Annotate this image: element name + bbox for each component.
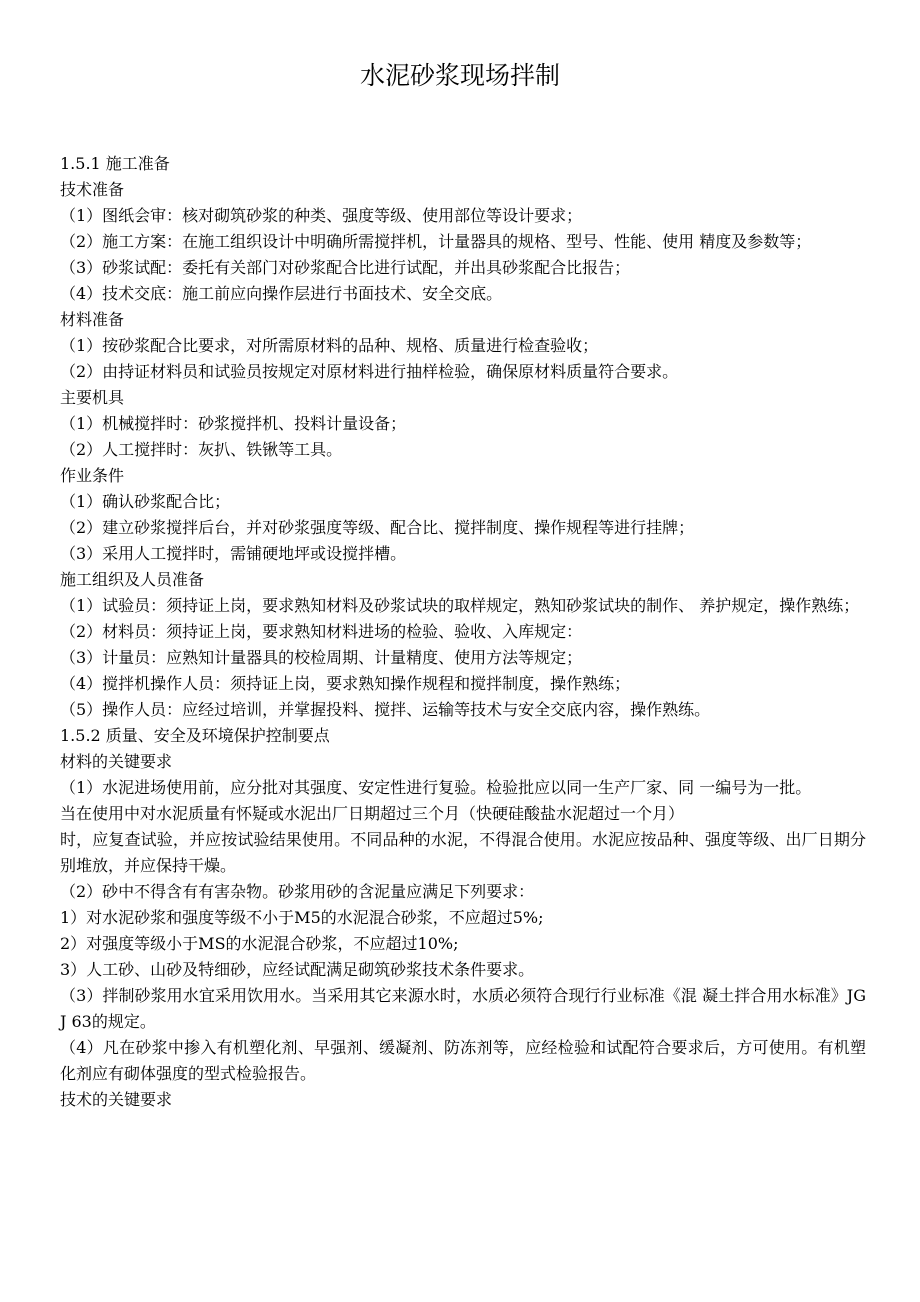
paragraph-line: （5）操作人员：应经过培训，并掌握投料、搅拌、运输等技术与安全交底内容，操作熟练。: [60, 700, 711, 719]
paragraph-line: （1）水泥进场使用前，应分批对其强度、安定性进行复验。检验批应以同一生产厂家、同 一编号为一批。: [60, 778, 812, 797]
subheading-material-key-requirements: 材料的关键要求: [60, 752, 173, 771]
subheading-technical-preparation: 技术准备: [60, 180, 125, 199]
subheading-technical-key-requirements: 技术的关键要求: [60, 1090, 173, 1109]
paragraph-line: （1）试验员：须持证上岗，要求熟知材料及砂浆试块的取样规定，熟知砂浆试块的制作、 养护规定，操作熟练；: [60, 596, 860, 615]
subheading-material-preparation: 材料准备: [60, 310, 125, 329]
paragraph-line: （2）建立砂浆搅拌后台，并对砂浆强度等级、配合比、搅拌制度、操作规程等进行挂牌；: [60, 518, 695, 537]
document-body: [60, 151, 866, 1113]
paragraph-line: （4）凡在砂浆中掺入有机塑化剂、早强剂、缓凝剂、防冻剂等，应经检验和试配符合要求后，方可使用。有机塑化剂应有砌体强度的型式检验报告。: [60, 1038, 866, 1083]
paragraph-line: （1）确认砂浆配合比；: [60, 492, 231, 511]
subheading-working-conditions: 作业条件: [60, 466, 125, 485]
paragraph-line: （3）砂浆试配：委托有关部门对砂浆配合比进行试配，并出具砂浆配合比报告；: [60, 258, 631, 277]
paragraph-line: （3）拌制砂浆用水宜采用饮用水。当采用其它来源水时，水质必须符合现行行业标准《混 凝土拌合用水标准》JGJ 63的规定。: [60, 986, 866, 1031]
subheading-main-equipment: 主要机具: [60, 388, 125, 407]
paragraph-line: （3）采用人工搅拌时，需铺硬地坪或设搅拌槽。: [60, 544, 407, 563]
paragraph-line: 1）对水泥砂浆和强度等级不小于M5的水泥混合砂浆，不应超过5%;: [60, 908, 544, 927]
paragraph-line: （2）施工方案：在施工组织设计中明确所需搅拌机，计量器具的规格、型号、性能、使用 精度及参数等；: [60, 232, 812, 251]
paragraph-line: （2）由持证材料员和试验员按规定对原材料进行抽样检验，确保原材料质量符合要求。: [60, 362, 679, 381]
subheading-personnel-preparation: 施工组织及人员准备: [60, 570, 205, 589]
paragraph-line: （1）图纸会审：核对砌筑砂浆的种类、强度等级、使用部位等设计要求；: [60, 206, 583, 225]
paragraph-line: 时，应复查试验，并应按试验结果使用。不同品种的水泥，不得混合使用。水泥应按品种、强度等级、出厂日期分别堆放，并应保持干燥。: [60, 830, 866, 875]
paragraph-line: （3）计量员：应熟知计量器具的校检周期、计量精度、使用方法等规定；: [60, 648, 583, 667]
paragraph-line: 2）对强度等级小于MS的水泥混合砂浆，不应超过10%;: [60, 934, 459, 953]
paragraph-line: （2）材料员：须持证上岗，要求熟知材料进场的检验、验收、入库规定：: [60, 622, 583, 641]
page-title: 水泥砂浆现场拌制: [359, 61, 560, 90]
paragraph-line: （4）技术交底：施工前应向操作层进行书面技术、安全交底。: [60, 284, 503, 303]
paragraph-line: （2）砂中不得含有有害杂物。砂浆用砂的含泥量应满足下列要求：: [60, 882, 535, 901]
paragraph-line: （1）机械搅拌时：砂浆搅拌机、投料计量设备；: [60, 414, 407, 433]
paragraph-line: 3）人工砂、山砂及特细砂，应经试配满足砌筑砂浆技术条件要求。: [60, 960, 535, 979]
paragraph-line: 当在使用中对水泥质量有怀疑或水泥出厂日期超过三个月（快硬硅酸盐水泥超过一个月）: [60, 804, 685, 823]
paragraph-line: （2）人工搅拌时：灰扒、铁锹等工具。: [60, 440, 343, 459]
section-heading-1-5-1: 1.5.1 施工准备: [60, 154, 170, 173]
paragraph-line: （1）按砂浆配合比要求，对所需原材料的品种、规格、质量进行检查验收；: [60, 336, 599, 355]
section-heading-1-5-2: 1.5.2 质量、安全及环境保护控制要点: [60, 726, 330, 745]
paragraph-line: （4）搅拌机操作人员：须持证上岗，要求熟知操作规程和搅拌制度，操作熟练；: [60, 674, 631, 693]
